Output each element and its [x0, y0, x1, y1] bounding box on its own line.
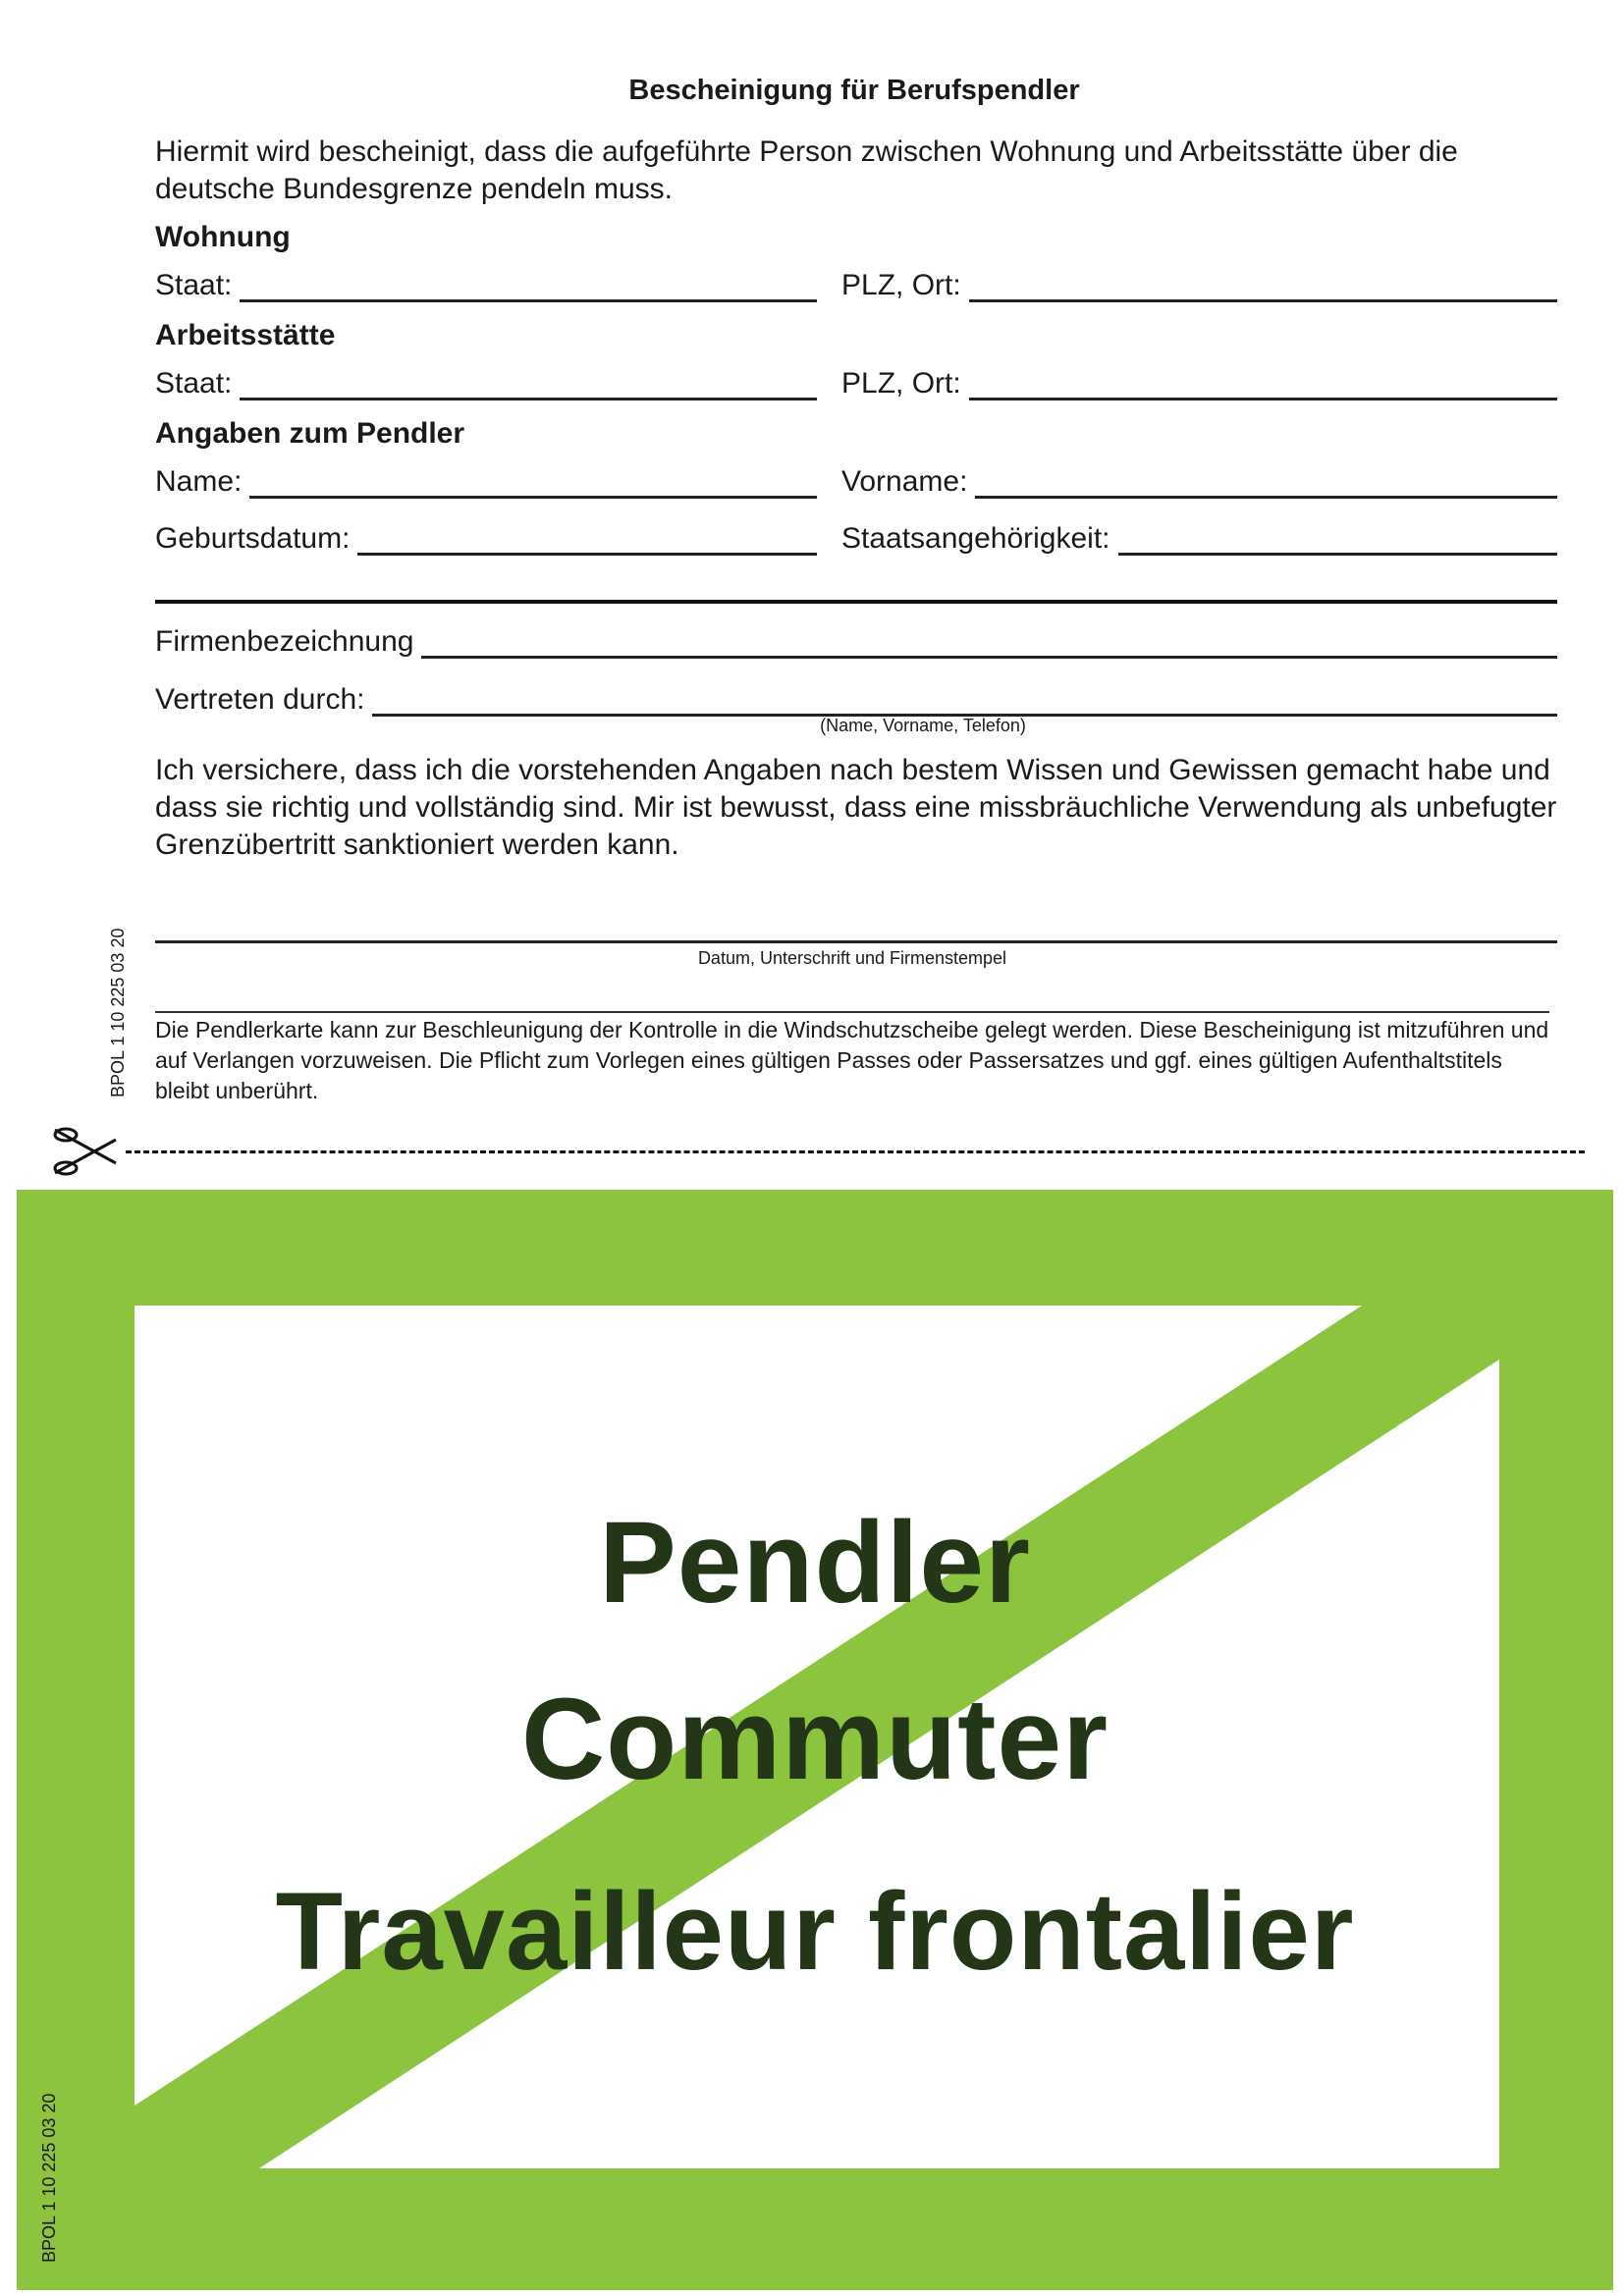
name-line[interactable] — [249, 466, 817, 499]
wohnung-staat-field[interactable] — [155, 259, 817, 302]
arbeit-plz-line[interactable] — [969, 368, 1557, 400]
arbeit-plz-field[interactable] — [841, 357, 1557, 400]
document-title: Bescheinigung für Berufspendler — [628, 75, 1080, 106]
staatsangehoerigkeit-field[interactable] — [841, 512, 1557, 556]
signature-line[interactable] — [155, 940, 1557, 943]
note-text: Die Pendlerkarte kann zur Beschleunigung der Kontrolle in die Windschutzscheibe gelegt werden. Diese Bescheinigung ist mitzuführen und auf Verlangen vorzuweisen. Die Pflicht zum Vorlegen eines gültigen Passes oder Passersatzes und ggf. eines gültigen Aufenthaltstitels bleibt unberührt. — [155, 1017, 1549, 1103]
arbeit-staat-label: Staat: — [155, 367, 233, 400]
vertreten-line[interactable] — [372, 684, 1557, 717]
arbeit-staat-line[interactable] — [240, 368, 817, 400]
section-divider — [155, 600, 1557, 604]
arbeit-staat-field[interactable] — [155, 357, 817, 400]
signature-label: Datum, Unterschrift und Firmenstempel — [697, 948, 1007, 968]
firmenbezeichnung-label: Firmenbezeichnung — [155, 625, 414, 658]
vorname-field[interactable] — [841, 455, 1557, 499]
name-label: Name: — [155, 465, 243, 498]
vorname-label: Vorname: — [841, 465, 968, 498]
vertreten-label: Vertreten durch: — [155, 683, 365, 716]
geburtsdatum-label: Geburtsdatum: — [155, 522, 351, 555]
form-code-bottom: BPOL 1 10 225 03 20 — [39, 2093, 59, 2263]
geburtsdatum-field[interactable] — [155, 512, 817, 556]
vertreten-field[interactable] — [155, 673, 1557, 717]
section-arbeitsstaette: Arbeitsstätte — [155, 319, 336, 351]
intro-text: Hiermit wird bescheinigt, dass die aufgeführte Person zwischen Wohnung und Arbeitsstätte über die deutsche Bundesgrenze pendeln muss. — [155, 135, 1458, 205]
card-title-commuter: Commuter — [520, 1675, 1110, 1804]
form-code-top: BPOL 1 10 225 03 20 — [108, 928, 128, 1097]
declaration-text: Ich versichere, dass ich die vorstehenden Angaben nach bestem Wissen und Gewissen gemacht habe und dass sie richtig und vollständig sind. Mir ist bewusst, dass eine missbräuchliche Verwendung als unbefugter Grenzübertritt sanktioniert werden kann. — [155, 754, 1557, 861]
cut-line — [126, 1150, 1585, 1153]
vertreten-hint: (Name, Vorname, Telefon) — [820, 716, 1026, 735]
card-title-pendler: Pendler — [599, 1498, 1031, 1628]
scissors-icon — [51, 1126, 122, 1177]
name-field[interactable] — [155, 455, 817, 499]
wohnung-staat-line[interactable] — [240, 270, 817, 302]
staatsangehoerigkeit-line[interactable] — [1118, 523, 1557, 556]
geburtsdatum-line[interactable] — [357, 523, 817, 556]
wohnung-staat-label: Staat: — [155, 269, 233, 301]
firmenbezeichnung-line[interactable] — [421, 626, 1557, 659]
wohnung-plz-field[interactable] — [841, 259, 1557, 302]
card-title-travailleur: Travailleur frontalier — [275, 1870, 1355, 1993]
wohnung-plz-label: PLZ, Ort: — [841, 269, 961, 301]
section-pendler: Angaben zum Pendler — [155, 417, 465, 450]
arbeit-plz-label: PLZ, Ort: — [841, 367, 961, 400]
note-divider — [155, 1011, 1549, 1013]
section-wohnung: Wohnung — [155, 221, 291, 253]
firmenbezeichnung-field[interactable] — [155, 615, 1557, 659]
vorname-line[interactable] — [975, 466, 1557, 499]
staatsangehoerigkeit-label: Staatsangehörigkeit: — [841, 522, 1110, 555]
wohnung-plz-line[interactable] — [969, 270, 1557, 302]
